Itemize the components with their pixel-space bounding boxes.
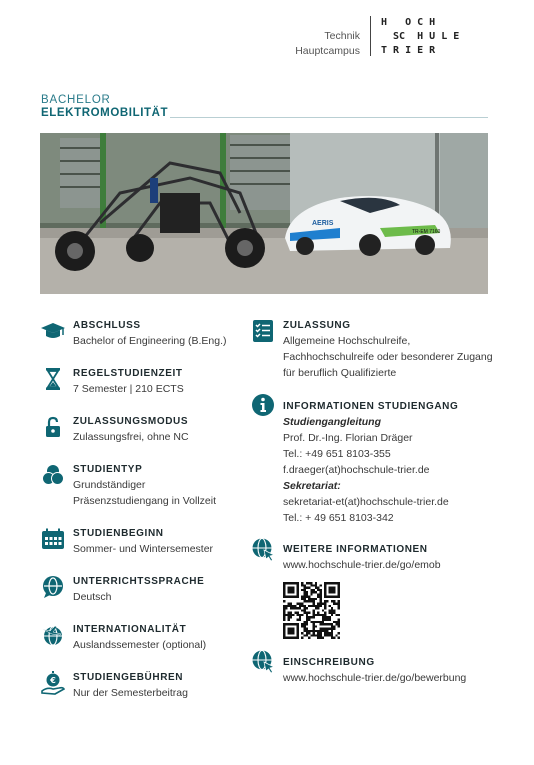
faculty-label	[250, 29, 360, 59]
degree-type: BACHELOR	[41, 94, 111, 106]
globe-cursor-icon	[251, 649, 275, 673]
value-studiengangleitung-heading: Studiengangleitung	[283, 416, 381, 428]
label-studiengebuehren: STUDIENGEBÜHREN	[73, 672, 184, 683]
program-title: ELEKTROMOBILITÄT	[41, 107, 169, 119]
car-plate: TR-EM 7160	[412, 229, 441, 235]
logo-row: SC H U L E	[381, 31, 460, 42]
label-studientyp: STUDIENTYP	[73, 464, 143, 475]
logo-row: H O C H	[381, 17, 436, 28]
value-abschluss: Bachelor of Engineering (B.Eng.)	[73, 335, 227, 347]
header-divider	[370, 16, 371, 56]
globe-plane-icon	[41, 623, 65, 647]
university-logo	[381, 16, 459, 58]
label-informationen: INFORMATIONEN STUDIENGANG	[283, 401, 459, 412]
label-internationalitaet: INTERNATIONALITÄT	[73, 624, 187, 635]
value-studientyp-2: Präsenzstudiengang in Vollzeit	[73, 495, 217, 507]
padlock-icon	[41, 415, 65, 439]
car-brand: AERIS	[312, 220, 334, 227]
label-regelstudienzeit: REGELSTUDIENZEIT	[73, 368, 183, 379]
value-leitung-tel: Tel.: +49 651 8103-355	[283, 448, 391, 460]
label-weitere: WEITERE INFORMATIONEN	[283, 544, 428, 555]
label-einschreibung: EINSCHREIBUNG	[283, 657, 375, 668]
calendar-icon	[41, 527, 65, 551]
svg-text:€: €	[50, 676, 56, 685]
euro-hand-icon	[41, 671, 65, 695]
value-sekretariat-tel: Tel.: + 49 651 8103-342	[283, 512, 394, 524]
value-regelstudienzeit: 7 Semester | 210 ECTS	[73, 383, 184, 395]
link-einschreibung[interactable]: www.hochschule-trier.de/go/bewerbung	[283, 672, 467, 684]
value-zulassungsmodus: Zulassungsfrei, ohne NC	[73, 431, 189, 443]
info-icon	[251, 393, 275, 417]
label-unterrichtssprache: UNTERRICHTSSPRACHE	[73, 576, 205, 587]
checklist-icon	[251, 319, 275, 343]
qr-code[interactable]	[283, 582, 340, 639]
label-abschluss: ABSCHLUSS	[73, 320, 141, 331]
value-unterrichtssprache: Deutsch	[73, 591, 112, 603]
globe-cursor-icon	[251, 537, 275, 561]
value-zulassung-3: für beruflich Qualifizierte	[283, 367, 397, 379]
faculty-line1: Technik	[324, 30, 360, 42]
value-sekretariat-heading: Sekretariat:	[283, 480, 341, 492]
label-zulassung: ZULASSUNG	[283, 320, 351, 331]
value-sekretariat-email[interactable]: sekretariat-et(at)hochschule-trier.de	[283, 496, 449, 508]
logo-row: T R I E R	[381, 45, 436, 56]
speech-globe-icon	[41, 575, 65, 599]
value-leitung-name: Prof. Dr.-Ing. Florian Dräger	[283, 432, 413, 444]
title-rule	[170, 117, 488, 118]
venn-circles-icon	[41, 463, 65, 487]
value-zulassung-2: Fachhochschulreife oder besonderer Zugang	[283, 351, 493, 363]
value-internationalitaet: Auslandssemester (optional)	[73, 639, 207, 651]
value-leitung-email[interactable]: f.draeger(at)hochschule-trier.de	[283, 464, 430, 476]
value-studienbeginn: Sommer- und Wintersemester	[73, 543, 214, 555]
graduation-cap-icon	[41, 319, 65, 343]
label-zulassungsmodus: ZULASSUNGSMODUS	[73, 416, 189, 427]
value-zulassung-1: Allgemeine Hochschulreife,	[283, 335, 411, 347]
hero-photo	[40, 133, 488, 294]
value-studientyp-1: Grundständiger	[73, 479, 146, 491]
value-studiengebuehren: Nur der Semesterbeitrag	[73, 687, 188, 699]
link-weitere[interactable]: www.hochschule-trier.de/go/emob	[283, 559, 441, 571]
hourglass-icon	[41, 367, 65, 391]
label-studienbeginn: STUDIENBEGINN	[73, 528, 164, 539]
faculty-line2: Hauptcampus	[295, 45, 360, 57]
